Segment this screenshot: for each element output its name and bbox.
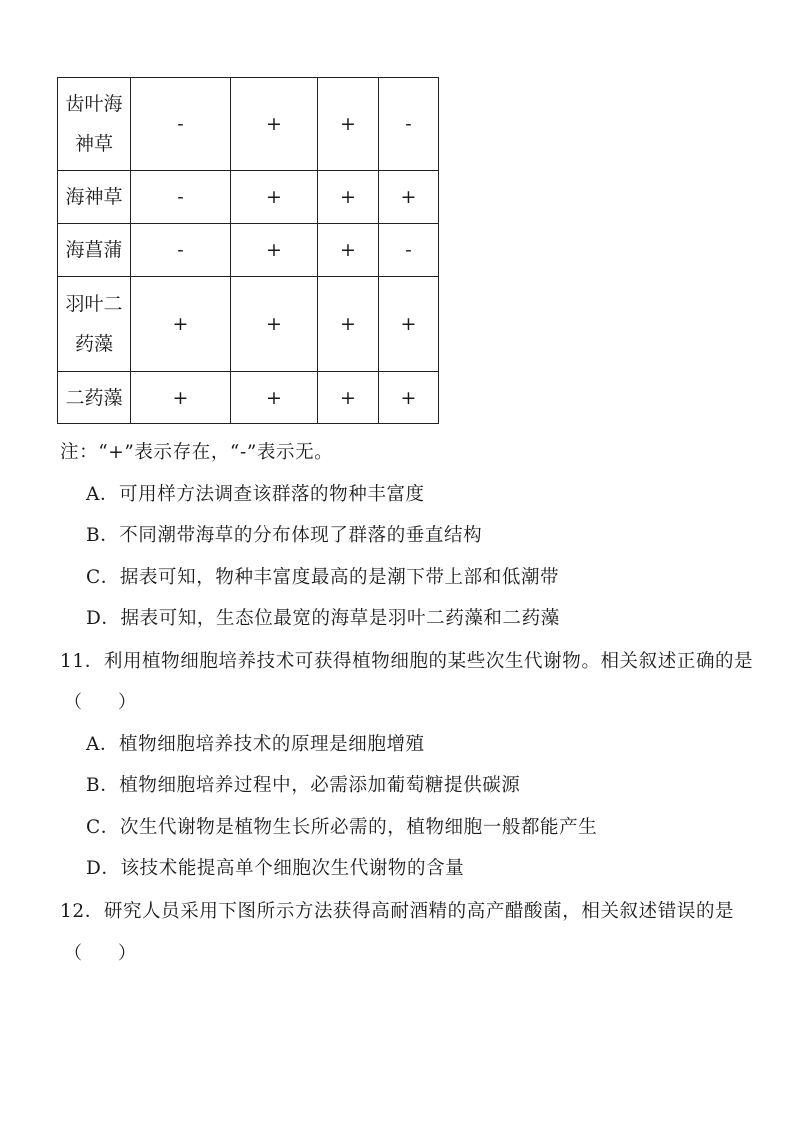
table-note: 注：“+”表示存在，“-”表示无。 [60, 442, 334, 463]
q11-option-b: B．植物细胞培养过程中，必需添加葡萄糖提供碳源 [86, 775, 521, 796]
table-row [58, 224, 439, 277]
q11-option-a: A．植物细胞培养技术的原理是细胞增殖 [86, 734, 425, 755]
presence-cell: - [131, 78, 231, 171]
seagrass-distribution-table [57, 77, 439, 424]
species-name-line2: 神草 [74, 133, 113, 155]
q11-answer-blank: （ ） [64, 692, 136, 713]
q11-option-c: C．次生代谢物是植物生长所必需的，植物细胞一般都能产生 [86, 817, 598, 838]
presence-cell: + [231, 171, 318, 224]
species-name-line1: 齿叶海 [65, 93, 123, 115]
species-cell: 二药藻 [58, 372, 131, 424]
q12-answer-blank: （ ） [64, 943, 136, 964]
q11-stem: 11．利用植物细胞培养技术可获得植物细胞的某些次生代谢物。相关叙述正确的是 [60, 651, 754, 672]
presence-cell: + [318, 78, 379, 171]
q10-option-b: B．不同潮带海草的分布体现了群落的垂直结构 [86, 525, 483, 546]
presence-cell: + [231, 78, 318, 171]
species-name-line2: 药藻 [74, 333, 113, 355]
table-row [58, 277, 439, 372]
presence-cell: - [379, 224, 439, 277]
presence-cell: + [379, 277, 439, 372]
presence-cell: + [318, 277, 379, 372]
species-cell [58, 277, 131, 372]
species-cell: 海菖蒲 [58, 224, 131, 277]
species-cell: 海神草 [58, 171, 131, 224]
presence-cell: + [379, 171, 439, 224]
presence-cell: + [231, 224, 318, 277]
presence-cell: + [231, 372, 318, 424]
presence-cell: + [131, 372, 231, 424]
presence-cell: - [131, 171, 231, 224]
q12-stem: 12．研究人员采用下图所示方法获得高耐酒精的高产醋酸菌，相关叙述错误的是 [60, 901, 735, 922]
q10-option-d: D．据表可知，生态位最宽的海草是羽叶二药藻和二药藻 [86, 608, 560, 629]
species-name-line1: 羽叶二 [65, 293, 123, 315]
species-cell [58, 78, 131, 171]
presence-cell: - [379, 78, 439, 171]
q11-option-d: D．该技术能提高单个细胞次生代谢物的含量 [86, 858, 465, 879]
presence-cell: + [318, 372, 379, 424]
presence-cell: - [131, 224, 231, 277]
presence-cell: + [131, 277, 231, 372]
presence-cell: + [379, 372, 439, 424]
presence-cell: + [231, 277, 318, 372]
presence-cell: + [318, 224, 379, 277]
table-row [58, 171, 439, 224]
presence-cell: + [318, 171, 379, 224]
q10-option-c: C．据表可知，物种丰富度最高的是潮下带上部和低潮带 [86, 567, 560, 588]
table-row [58, 78, 439, 171]
table-row [58, 372, 439, 424]
q10-option-a: A．可用样方法调查该群落的物种丰富度 [86, 484, 425, 505]
